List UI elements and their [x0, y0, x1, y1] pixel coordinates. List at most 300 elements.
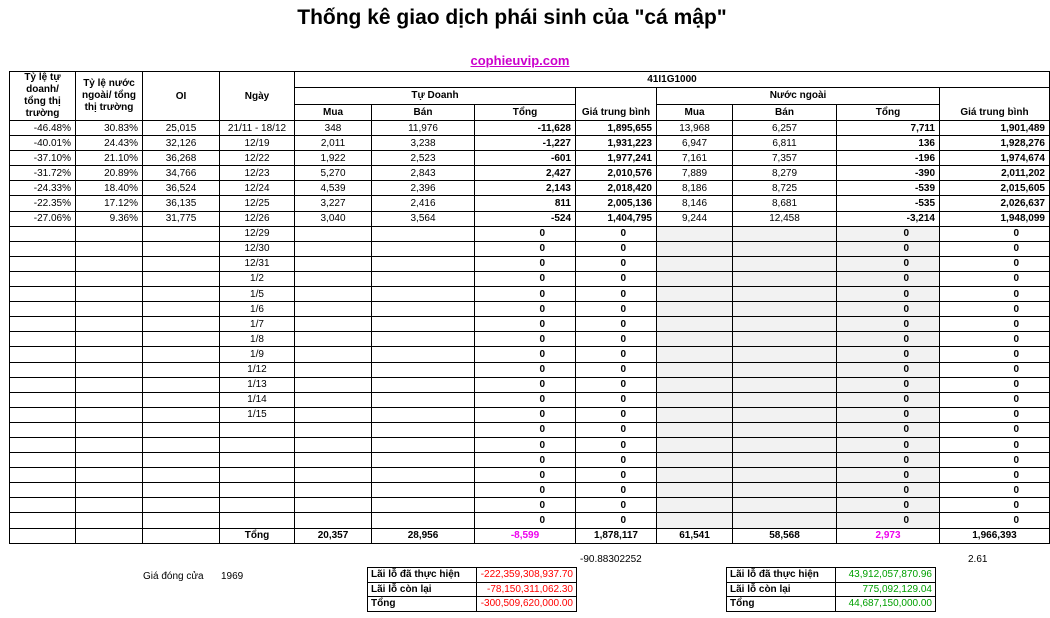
- totals-prop-total: -8,599: [475, 528, 576, 543]
- cell-date: 12/23: [220, 166, 295, 181]
- cell-ratio-prop: -37.10%: [10, 151, 76, 166]
- cell-prop-total: 0: [475, 241, 576, 256]
- cell-foreign-total: -539: [837, 181, 940, 196]
- cell-foreign-buy: [657, 468, 733, 483]
- cell-ratio-prop: [10, 347, 76, 362]
- header-foreign-buy: Mua: [657, 104, 733, 120]
- cell-prop-avg: 0: [576, 498, 657, 513]
- cell-prop-buy: [295, 241, 372, 256]
- cell-date: 21/11 - 18/12: [220, 121, 295, 136]
- cell-date: 1/9: [220, 347, 295, 362]
- cell-foreign-total: 0: [837, 287, 940, 302]
- cell-ratio-foreign: [76, 377, 143, 392]
- cell-prop-sell: [372, 468, 475, 483]
- cell-prop-total: -11,628: [475, 121, 576, 136]
- cell-foreign-total: 0: [837, 437, 940, 452]
- cell-ratio-prop: [10, 377, 76, 392]
- cell-ratio-foreign: [76, 453, 143, 468]
- cell-prop-buy: 3,040: [295, 211, 372, 226]
- cell-prop-avg: 0: [576, 468, 657, 483]
- cell-ratio-foreign: [76, 422, 143, 437]
- cell-foreign-buy: [657, 241, 733, 256]
- table-row: [10, 513, 1050, 528]
- cell-foreign-buy: 9,244: [657, 211, 733, 226]
- cell-ratio-prop: [10, 468, 76, 483]
- prop-pnl-row: [368, 582, 577, 597]
- foreign-pnl-table: [726, 567, 936, 612]
- cell-foreign-total: 0: [837, 347, 940, 362]
- cell-foreign-sell: [733, 287, 837, 302]
- cell-oi: [143, 256, 220, 271]
- cell-oi: [143, 377, 220, 392]
- cell-foreign-buy: [657, 498, 733, 513]
- cell-ratio-foreign: [76, 241, 143, 256]
- cell-prop-buy: [295, 407, 372, 422]
- cell-foreign-buy: [657, 332, 733, 347]
- cell-oi: [143, 241, 220, 256]
- cell-foreign-avg: 2,011,202: [940, 166, 1050, 181]
- cell-foreign-buy: [657, 422, 733, 437]
- cell-prop-total: 0: [475, 271, 576, 286]
- cell-foreign-sell: [733, 437, 837, 452]
- cell-foreign-buy: 8,146: [657, 196, 733, 211]
- cell-foreign-sell: [733, 468, 837, 483]
- prop-pnl-row: [368, 597, 577, 612]
- cell-prop-sell: [372, 241, 475, 256]
- prop-pnl-row: [368, 568, 577, 583]
- cell-prop-buy: [295, 362, 372, 377]
- cell-ratio-foreign: [76, 256, 143, 271]
- cell-prop-avg: 0: [576, 317, 657, 332]
- cell-oi: [143, 483, 220, 498]
- cell-foreign-total: -390: [837, 166, 940, 181]
- cell-prop-sell: 3,238: [372, 136, 475, 151]
- cell-prop-buy: [295, 392, 372, 407]
- cell-foreign-sell: 8,279: [733, 166, 837, 181]
- cell-foreign-total: 0: [837, 271, 940, 286]
- foreign-pnl-label: Lãi lỗ đã thực hiện: [727, 568, 836, 583]
- totals-row: [10, 528, 1050, 543]
- cell-prop-sell: 2,523: [372, 151, 475, 166]
- cell-oi: [143, 498, 220, 513]
- cell-prop-total: 0: [475, 422, 576, 437]
- cell-prop-avg: 0: [576, 226, 657, 241]
- cell-prop-buy: [295, 347, 372, 362]
- cell-prop-sell: [372, 317, 475, 332]
- cell-prop-total: 2,427: [475, 166, 576, 181]
- cell-foreign-buy: [657, 362, 733, 377]
- cell-foreign-sell: [733, 407, 837, 422]
- cell-prop-sell: [372, 453, 475, 468]
- site-link[interactable]: cophieuvip.com: [470, 53, 570, 68]
- cell-foreign-sell: [733, 226, 837, 241]
- cell-date: 1/13: [220, 377, 295, 392]
- cell-prop-buy: 4,539: [295, 181, 372, 196]
- cell-ratio-prop: [10, 483, 76, 498]
- cell-foreign-buy: [657, 256, 733, 271]
- cell-foreign-total: 0: [837, 422, 940, 437]
- cell-prop-sell: 11,976: [372, 121, 475, 136]
- cell-prop-buy: [295, 468, 372, 483]
- trade-table: [9, 71, 1050, 544]
- prop-pnl-value: -78,150,311,062.30: [477, 582, 577, 597]
- cell-ratio-prop: [10, 513, 76, 528]
- table-row: [10, 422, 1050, 437]
- cell-foreign-avg: 1,901,489: [940, 121, 1050, 136]
- table-body: [10, 121, 1050, 529]
- cell-foreign-buy: 8,186: [657, 181, 733, 196]
- cell-prop-sell: [372, 498, 475, 513]
- cell-prop-total: 0: [475, 302, 576, 317]
- cell-oi: [143, 468, 220, 483]
- cell-foreign-avg: 2,026,637: [940, 196, 1050, 211]
- cell-foreign-avg: 2,015,605: [940, 181, 1050, 196]
- totals-foreign-avg: 1,966,393: [940, 528, 1050, 543]
- cell-prop-sell: [372, 302, 475, 317]
- totals-foreign-sell: 58,568: [733, 528, 837, 543]
- cell-foreign-buy: [657, 377, 733, 392]
- header-prop-sell: Bán: [372, 104, 475, 120]
- cell-prop-buy: [295, 226, 372, 241]
- cell-foreign-sell: [733, 483, 837, 498]
- cell-prop-total: -601: [475, 151, 576, 166]
- cell-prop-sell: [372, 407, 475, 422]
- cell-foreign-buy: [657, 437, 733, 452]
- cell-foreign-buy: 13,968: [657, 121, 733, 136]
- cell-foreign-avg: 0: [940, 407, 1050, 422]
- cell-foreign-buy: [657, 271, 733, 286]
- cell-foreign-total: 7,711: [837, 121, 940, 136]
- cell-prop-total: 0: [475, 453, 576, 468]
- cell-foreign-total: 136: [837, 136, 940, 151]
- cell-ratio-foreign: 21.10%: [76, 151, 143, 166]
- table-row: [10, 483, 1050, 498]
- cell-prop-sell: [372, 362, 475, 377]
- cell-date: 12/31: [220, 256, 295, 271]
- cell-ratio-prop: [10, 422, 76, 437]
- cell-foreign-total: 0: [837, 362, 940, 377]
- cell-foreign-buy: [657, 302, 733, 317]
- cell-prop-sell: [372, 483, 475, 498]
- cell-ratio-foreign: [76, 468, 143, 483]
- cell-prop-sell: [372, 332, 475, 347]
- table-row: [10, 256, 1050, 271]
- cell-oi: [143, 226, 220, 241]
- cell-oi: [143, 332, 220, 347]
- cell-prop-buy: [295, 317, 372, 332]
- cell-foreign-sell: 6,257: [733, 121, 837, 136]
- cell-oi: [143, 407, 220, 422]
- cell-foreign-sell: [733, 317, 837, 332]
- foreign-pnl-value: 44,687,150,000.00: [836, 597, 936, 612]
- cell-prop-avg: 0: [576, 241, 657, 256]
- cell-oi: 34,766: [143, 166, 220, 181]
- cell-date: 1/2: [220, 271, 295, 286]
- table-row: [10, 121, 1050, 136]
- cell-foreign-total: 0: [837, 453, 940, 468]
- totals-empty-3: [143, 528, 220, 543]
- cell-prop-avg: 0: [576, 287, 657, 302]
- cell-ratio-foreign: 24.43%: [76, 136, 143, 151]
- cell-ratio-prop: [10, 317, 76, 332]
- page-title: Thống kê giao dịch phái sinh của "cá mập": [297, 6, 727, 29]
- cell-foreign-sell: [733, 256, 837, 271]
- cell-prop-sell: 2,416: [372, 196, 475, 211]
- cell-prop-total: 0: [475, 317, 576, 332]
- cell-prop-sell: [372, 392, 475, 407]
- header-foreign-total: Tổng: [837, 104, 940, 120]
- cell-prop-buy: 348: [295, 121, 372, 136]
- cell-prop-avg: 1,895,655: [576, 121, 657, 136]
- header-prop-group: Tự Doanh: [295, 88, 576, 104]
- header-prop-spacer: [576, 88, 657, 104]
- cell-foreign-total: 0: [837, 498, 940, 513]
- cell-foreign-total: 0: [837, 317, 940, 332]
- cell-foreign-avg: 0: [940, 317, 1050, 332]
- cell-date: [220, 483, 295, 498]
- cell-prop-avg: 2,010,576: [576, 166, 657, 181]
- cell-prop-total: 0: [475, 347, 576, 362]
- cell-prop-total: 0: [475, 513, 576, 528]
- cell-foreign-sell: [733, 377, 837, 392]
- cell-oi: [143, 453, 220, 468]
- cell-foreign-total: 0: [837, 226, 940, 241]
- cell-prop-total: 811: [475, 196, 576, 211]
- cell-foreign-avg: 0: [940, 453, 1050, 468]
- closing-price-value: 1969: [221, 571, 244, 582]
- cell-prop-avg: 0: [576, 347, 657, 362]
- cell-prop-total: 0: [475, 362, 576, 377]
- cell-oi: [143, 271, 220, 286]
- table-row: [10, 407, 1050, 422]
- cell-prop-avg: 0: [576, 407, 657, 422]
- cell-foreign-sell: 12,458: [733, 211, 837, 226]
- cell-foreign-sell: [733, 513, 837, 528]
- table-row: [10, 151, 1050, 166]
- cell-date: 1/5: [220, 287, 295, 302]
- cell-ratio-foreign: 9.36%: [76, 211, 143, 226]
- cell-prop-total: 0: [475, 437, 576, 452]
- cell-prop-total: 0: [475, 332, 576, 347]
- cell-oi: 32,126: [143, 136, 220, 151]
- cell-prop-total: 0: [475, 256, 576, 271]
- cell-prop-sell: [372, 347, 475, 362]
- header-prop-avg: Giá trung bình: [576, 104, 657, 120]
- cell-prop-buy: [295, 332, 372, 347]
- cell-ratio-foreign: [76, 332, 143, 347]
- header-ratio-prop: Tỷ lệ tự doanh/ tổng thị trường: [10, 72, 76, 121]
- table-row: [10, 362, 1050, 377]
- cell-foreign-avg: 0: [940, 468, 1050, 483]
- foreign-pnl-row: [727, 582, 936, 597]
- cell-foreign-sell: [733, 422, 837, 437]
- cell-prop-avg: 0: [576, 513, 657, 528]
- cell-foreign-avg: 0: [940, 483, 1050, 498]
- totals-label: Tổng: [220, 528, 295, 543]
- cell-date: 1/6: [220, 302, 295, 317]
- prop-pnl-table: [367, 567, 577, 612]
- cell-foreign-buy: [657, 513, 733, 528]
- cell-ratio-prop: [10, 407, 76, 422]
- cell-ratio-prop: [10, 498, 76, 513]
- cell-ratio-foreign: [76, 271, 143, 286]
- cell-prop-avg: 0: [576, 362, 657, 377]
- cell-prop-avg: 0: [576, 453, 657, 468]
- cell-prop-total: 0: [475, 498, 576, 513]
- foreign-pnl-value: 775,092,129.04: [836, 582, 936, 597]
- table-row: [10, 377, 1050, 392]
- table-row: [10, 226, 1050, 241]
- cell-ratio-foreign: [76, 302, 143, 317]
- cell-foreign-buy: [657, 392, 733, 407]
- cell-oi: [143, 362, 220, 377]
- cell-foreign-avg: 0: [940, 437, 1050, 452]
- cell-date: [220, 422, 295, 437]
- header-date: Ngày: [220, 72, 295, 121]
- cell-ratio-foreign: [76, 483, 143, 498]
- cell-oi: [143, 317, 220, 332]
- table-row: [10, 498, 1050, 513]
- cell-ratio-prop: -31.72%: [10, 166, 76, 181]
- cell-ratio-foreign: [76, 498, 143, 513]
- cell-prop-sell: 3,564: [372, 211, 475, 226]
- cell-foreign-avg: 1,928,276: [940, 136, 1050, 151]
- header-prop-buy: Mua: [295, 104, 372, 120]
- cell-foreign-total: 0: [837, 256, 940, 271]
- cell-prop-total: -1,227: [475, 136, 576, 151]
- foreign-pnl-value: 43,912,057,870.96: [836, 568, 936, 583]
- cell-prop-buy: 2,011: [295, 136, 372, 151]
- cell-prop-total: 0: [475, 377, 576, 392]
- cell-foreign-total: 0: [837, 302, 940, 317]
- cell-prop-sell: 2,396: [372, 181, 475, 196]
- cell-ratio-prop: [10, 302, 76, 317]
- cell-foreign-sell: [733, 271, 837, 286]
- table-row: [10, 211, 1050, 226]
- cell-foreign-avg: 1,948,099: [940, 211, 1050, 226]
- cell-ratio-foreign: 20.89%: [76, 166, 143, 181]
- cell-ratio-prop: [10, 271, 76, 286]
- cell-foreign-buy: [657, 347, 733, 362]
- cell-date: 12/24: [220, 181, 295, 196]
- cell-prop-sell: [372, 437, 475, 452]
- cell-date: 1/12: [220, 362, 295, 377]
- prop-pnl-label: Lãi lỗ đã thực hiện: [368, 568, 477, 583]
- cell-ratio-prop: [10, 332, 76, 347]
- cell-prop-buy: [295, 437, 372, 452]
- cell-foreign-avg: 0: [940, 287, 1050, 302]
- cell-ratio-prop: -22.35%: [10, 196, 76, 211]
- cell-ratio-prop: -40.01%: [10, 136, 76, 151]
- cell-foreign-avg: 0: [940, 332, 1050, 347]
- cell-date: 12/25: [220, 196, 295, 211]
- cell-prop-avg: 0: [576, 483, 657, 498]
- cell-date: [220, 498, 295, 513]
- table-row: [10, 453, 1050, 468]
- foreign-pnl-label: Tổng: [727, 597, 836, 612]
- cell-foreign-sell: [733, 362, 837, 377]
- cell-prop-avg: 0: [576, 271, 657, 286]
- cell-foreign-avg: 0: [940, 241, 1050, 256]
- cell-oi: 36,135: [143, 196, 220, 211]
- foreign-below-note: 2.61: [968, 554, 988, 565]
- table-row: [10, 287, 1050, 302]
- cell-ratio-prop: [10, 241, 76, 256]
- cell-date: [220, 468, 295, 483]
- cell-ratio-foreign: 30.83%: [76, 121, 143, 136]
- cell-oi: 31,775: [143, 211, 220, 226]
- closing-price-label: Giá đóng cửa: [143, 571, 204, 582]
- cell-prop-buy: [295, 302, 372, 317]
- cell-oi: [143, 302, 220, 317]
- cell-prop-buy: [295, 287, 372, 302]
- cell-prop-total: 0: [475, 392, 576, 407]
- cell-oi: [143, 422, 220, 437]
- cell-foreign-total: -196: [837, 151, 940, 166]
- cell-foreign-avg: 1,974,674: [940, 151, 1050, 166]
- cell-foreign-avg: 0: [940, 347, 1050, 362]
- cell-ratio-prop: -46.48%: [10, 121, 76, 136]
- cell-date: 12/29: [220, 226, 295, 241]
- cell-foreign-sell: [733, 241, 837, 256]
- cell-prop-sell: [372, 513, 475, 528]
- cell-ratio-foreign: [76, 392, 143, 407]
- cell-prop-sell: [372, 256, 475, 271]
- table-row: [10, 332, 1050, 347]
- cell-ratio-prop: [10, 362, 76, 377]
- cell-prop-avg: 0: [576, 392, 657, 407]
- cell-foreign-avg: 0: [940, 302, 1050, 317]
- cell-foreign-sell: 8,681: [733, 196, 837, 211]
- cell-ratio-prop: -24.33%: [10, 181, 76, 196]
- cell-foreign-sell: 7,357: [733, 151, 837, 166]
- cell-ratio-foreign: [76, 347, 143, 362]
- cell-ratio-prop: [10, 453, 76, 468]
- cell-foreign-total: -535: [837, 196, 940, 211]
- cell-prop-buy: [295, 513, 372, 528]
- cell-foreign-buy: [657, 287, 733, 302]
- cell-oi: [143, 513, 220, 528]
- table-row: [10, 196, 1050, 211]
- header-foreign-group: Nước ngoài: [657, 88, 940, 104]
- cell-oi: 36,268: [143, 151, 220, 166]
- cell-foreign-sell: [733, 302, 837, 317]
- cell-date: [220, 513, 295, 528]
- table-row: [10, 241, 1050, 256]
- cell-ratio-prop: [10, 256, 76, 271]
- cell-foreign-avg: 0: [940, 256, 1050, 271]
- header-foreign-spacer: [940, 88, 1050, 104]
- cell-prop-avg: 0: [576, 422, 657, 437]
- cell-foreign-total: 0: [837, 513, 940, 528]
- cell-date: [220, 453, 295, 468]
- header-prop-total: Tổng: [475, 104, 576, 120]
- cell-prop-avg: 2,018,420: [576, 181, 657, 196]
- cell-prop-sell: [372, 422, 475, 437]
- cell-foreign-total: 0: [837, 241, 940, 256]
- totals-prop-sell: 28,956: [372, 528, 475, 543]
- cell-date: 12/22: [220, 151, 295, 166]
- cell-prop-total: 0: [475, 287, 576, 302]
- table-row: [10, 437, 1050, 452]
- cell-foreign-avg: 0: [940, 271, 1050, 286]
- cell-foreign-sell: [733, 392, 837, 407]
- cell-date: 12/30: [220, 241, 295, 256]
- cell-prop-total: 2,143: [475, 181, 576, 196]
- cell-prop-total: -524: [475, 211, 576, 226]
- cell-prop-total: 0: [475, 407, 576, 422]
- totals-foreign-buy: 61,541: [657, 528, 733, 543]
